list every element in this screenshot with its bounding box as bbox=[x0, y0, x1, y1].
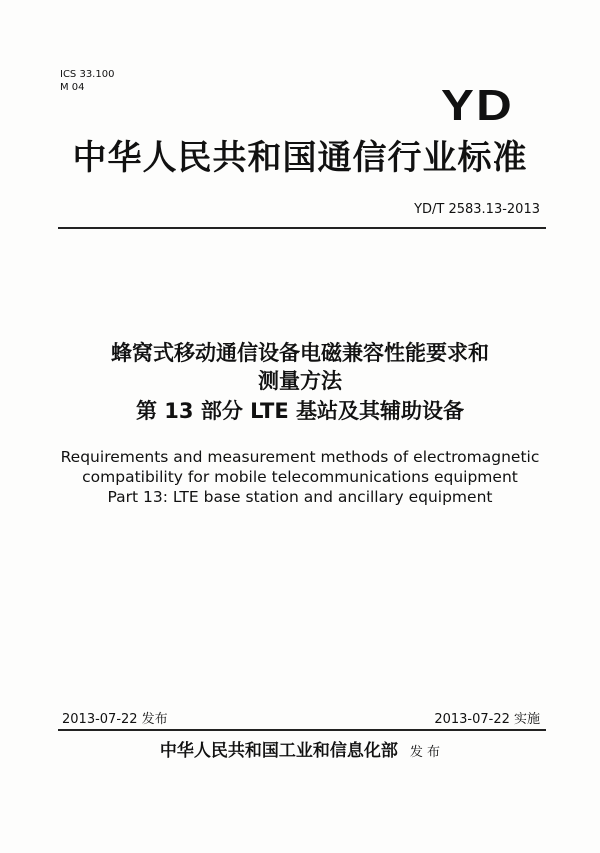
chinese-title-line-1: 蜂窝式移动通信设备电磁兼容性能要求和 bbox=[111, 341, 489, 365]
standard-number: YD/T 2583.13-2013 bbox=[414, 202, 540, 217]
publisher-line bbox=[0, 740, 600, 764]
english-title-line-3: Part 13: LTE base station and ancillary equipment bbox=[107, 488, 493, 506]
yd-logo: YD bbox=[441, 81, 514, 130]
english-title-line-2: compatibility for mobile telecommunications equipment bbox=[82, 468, 518, 486]
ics-code: ICS 33.100 bbox=[60, 69, 115, 80]
bottom-divider bbox=[58, 729, 546, 731]
top-divider bbox=[58, 227, 546, 229]
ccs-code: M 04 bbox=[60, 82, 85, 93]
classification-codes bbox=[60, 68, 114, 94]
publisher-suffix: 发 布 bbox=[409, 745, 441, 760]
chinese-title-line-3: 第 13 部分 LTE 基站及其辅助设备 bbox=[135, 399, 465, 423]
implementation-date: 2013-07-22 实施 bbox=[434, 712, 540, 727]
issue-date: 2013-07-22 发布 bbox=[62, 712, 168, 727]
publisher-name: 中华人民共和国工业和信息化部 bbox=[159, 741, 398, 761]
english-title-line-1: Requirements and measurement methods of electromagnetic bbox=[60, 448, 540, 466]
chinese-title-line-2: 测量方法 bbox=[258, 369, 342, 393]
industry-standard-title: 中华人民共和国通信行业标准 bbox=[72, 138, 528, 178]
